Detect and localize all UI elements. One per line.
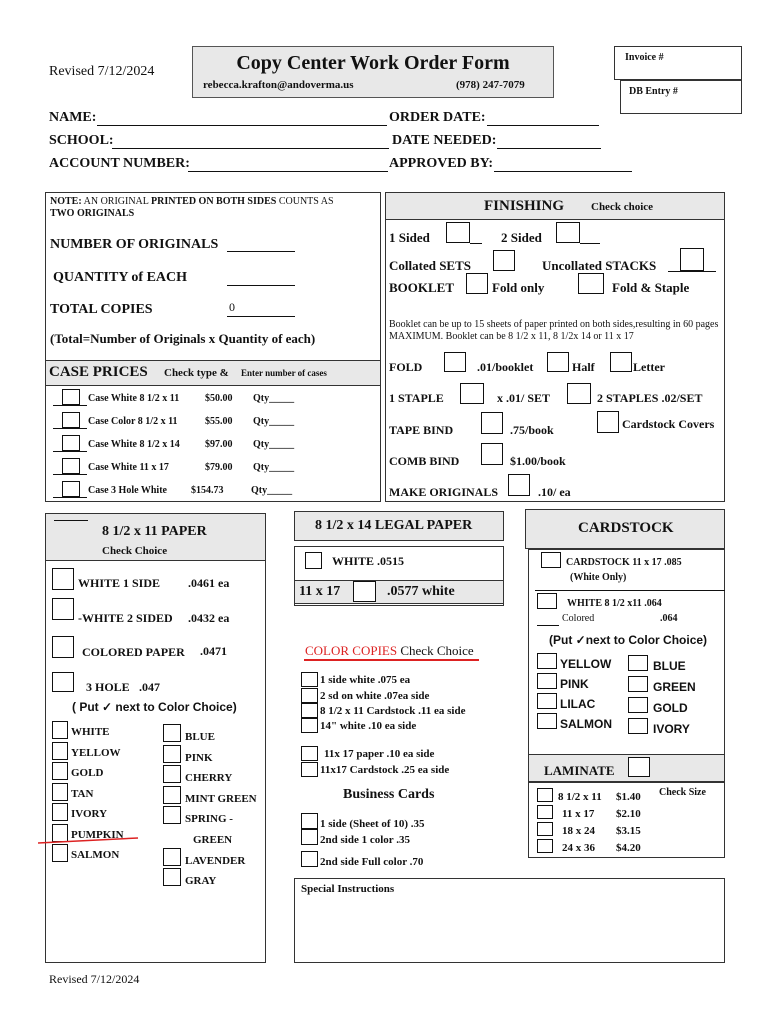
invoice-label: Invoice # (625, 52, 664, 63)
paper-color-checkbox[interactable] (163, 765, 181, 783)
case-prices-check: Check type & (164, 367, 229, 379)
account-input[interactable] (188, 171, 388, 172)
total-copies-value: 0 (229, 300, 235, 314)
comb-bind-checkbox[interactable] (481, 443, 503, 465)
uncollated-checkbox[interactable] (680, 248, 704, 271)
cardstock-color-label: GOLD (653, 701, 688, 715)
one-staple-label: 1 STAPLE (389, 391, 444, 405)
color-copies-heading: COLOR COPIES Check Choice (305, 643, 474, 658)
cardstock-divider (535, 590, 725, 591)
color-copy-label: 2 sd on white .07ea side (320, 690, 430, 702)
case-prices-header (45, 360, 381, 386)
two-staples-checkbox[interactable] (567, 383, 591, 404)
name-input[interactable] (97, 125, 387, 126)
paper-color-label: GREEN (193, 834, 233, 846)
cardstock-color-label: PINK (560, 677, 589, 691)
three-hole-checkbox[interactable] (52, 672, 74, 692)
case-name: Case White 8 1/2 x 14 (88, 439, 180, 450)
laminate-size-price: $2.10 (616, 808, 641, 820)
cardstock-color-label: GREEN (653, 680, 696, 694)
paper-color-checkbox[interactable] (163, 724, 181, 742)
case-underline (53, 474, 87, 475)
two-sided-line (580, 243, 600, 244)
paper-color-checkbox[interactable] (52, 783, 68, 801)
date-needed-input[interactable] (497, 148, 601, 149)
business-card-checkbox[interactable] (301, 829, 318, 845)
half-label: Half (572, 360, 595, 374)
white-one-side-price: .0461 ea (188, 576, 230, 590)
cardstock-colored-price: .064 (660, 613, 678, 624)
two-staples-label: 2 STAPLES .02/SET (597, 391, 703, 405)
cardstock-color-checkbox[interactable] (537, 653, 557, 669)
cardstock-color-label: IVORY (653, 722, 690, 736)
laminate-checkbox[interactable] (628, 757, 650, 777)
paper-header (45, 513, 266, 561)
case-checkbox[interactable] (62, 481, 80, 497)
fold-price: .01/booklet (477, 360, 534, 374)
paper-check: Check Choice (102, 545, 168, 557)
two-sided-checkbox[interactable] (556, 222, 580, 243)
one-staple-checkbox[interactable] (460, 383, 484, 404)
case-qty[interactable]: Qty_____ (253, 439, 295, 450)
cardstock-covers-label: Cardstock Covers (622, 417, 715, 431)
laminate-size-price: $4.20 (616, 842, 641, 854)
case-checkbox[interactable] (62, 458, 80, 474)
laminate-header (528, 754, 725, 782)
booklet-label: BOOKLET (389, 280, 455, 295)
cardstock-color-checkbox[interactable] (628, 718, 648, 734)
finishing-check: Check choice (591, 201, 654, 213)
case-price: $79.00 (205, 462, 233, 473)
cardstock-color-checkbox[interactable] (628, 676, 648, 692)
case-qty[interactable]: Qty_____ (253, 462, 295, 473)
paper-color-checkbox[interactable] (163, 745, 181, 763)
paper-color-label: YELLOW (71, 746, 121, 759)
paper-color-label: PUMPKIN (71, 828, 124, 841)
laminate-size-label: 11 x 17 (562, 808, 595, 820)
cardstock-colored-label: Colored (562, 613, 595, 624)
note-line1: NOTE: AN ORIGINAL PRINTED ON BOTH SIDES COUNTS AS (50, 196, 334, 207)
cardstock-color-checkbox[interactable] (628, 655, 648, 671)
uncollated-line (668, 271, 716, 272)
cardstock-covers-checkbox[interactable] (597, 411, 619, 433)
cardstock-color-label: BLUE (653, 659, 686, 673)
paper-color-checkbox[interactable] (52, 762, 68, 780)
fold-only-label: Fold only (492, 280, 545, 295)
finishing-title: FINISHING (484, 198, 565, 214)
paper-color-label: PINK (185, 751, 213, 764)
paper-color-label: GOLD (71, 767, 104, 779)
paper-color-label: TAN (71, 787, 94, 800)
paper-color-checkbox[interactable] (163, 848, 181, 866)
paper-color-label: BLUE (185, 731, 215, 743)
case-price: $97.00 (205, 439, 233, 450)
cardstock-header (525, 509, 725, 549)
colored-paper-label: COLORED PAPER (82, 645, 185, 659)
cardstock-color-checkbox[interactable] (537, 713, 557, 729)
laminate-size-label: 24 x 36 (562, 842, 595, 854)
legal-white-checkbox[interactable] (305, 552, 322, 569)
cardstock-11x17-checkbox[interactable] (541, 552, 561, 568)
total-copies-label: TOTAL COPIES (50, 302, 153, 317)
title-box (192, 46, 554, 98)
case-qty[interactable]: Qty_____ (251, 485, 293, 496)
uncollated-label: Uncollated STACKS (542, 258, 657, 273)
color-copy-checkbox[interactable] (301, 703, 318, 718)
tape-bind-price: .75/book (510, 423, 554, 437)
special-instructions-label: Special Instructions (301, 883, 395, 895)
colored-paper-price: .0471 (200, 644, 227, 658)
laminate-size-label: 8 1/2 x 11 (558, 791, 602, 803)
color-copy-checkbox[interactable] (301, 672, 318, 687)
business-card-label: 1 side (Sheet of 10) .35 (320, 818, 425, 830)
letter-label: Letter (633, 360, 665, 374)
color-copy-label: 14" white .10 ea side (320, 720, 417, 732)
paper-color-checkbox[interactable] (52, 721, 68, 739)
laminate-size-price: $3.15 (616, 825, 641, 837)
color-copy-label: 1 side white .075 ea (320, 674, 411, 686)
case-checkbox[interactable] (62, 435, 80, 451)
account-label: ACCOUNT NUMBER: (49, 156, 190, 171)
paper-put-check: ( Put ✓ next to Color Choice) (72, 700, 237, 714)
laminate-size-price: $1.40 (616, 791, 641, 803)
color-copy-checkbox[interactable] (301, 718, 318, 733)
cardstock-color-checkbox[interactable] (628, 697, 648, 713)
case-price: $55.00 (205, 416, 233, 427)
one-sided-label: 1 Sided (389, 230, 430, 245)
cardstock-white-only: (White Only) (570, 572, 627, 583)
cardstock-color-label: SALMON (560, 717, 612, 731)
colored-paper-checkbox[interactable] (52, 636, 74, 658)
case-underline (53, 451, 87, 452)
ledger-row (294, 580, 504, 604)
cardstock-white-checkbox[interactable] (537, 593, 557, 609)
laminate-size-checkbox[interactable] (537, 822, 553, 836)
laminate-size-checkbox[interactable] (537, 788, 553, 802)
ledger-label: 11 x 17 (299, 584, 341, 599)
case-prices-title: CASE PRICES (49, 364, 148, 380)
two-sided-label: 2 Sided (501, 230, 542, 245)
white-two-sided-label: -WHITE 2 SIDED (78, 611, 173, 625)
note-line2: TWO ORIGINALS (50, 208, 135, 219)
ledger-checkbox[interactable] (353, 581, 376, 602)
color-copy-checkbox[interactable] (301, 746, 318, 761)
cardstock-title: CARDSTOCK (578, 520, 674, 536)
one-staple-price: x .01/ SET (497, 391, 551, 405)
business-card-checkbox[interactable] (301, 813, 318, 829)
one-sided-line (470, 243, 482, 244)
pumpkin-strikethrough (38, 834, 140, 848)
laminate-size-checkbox[interactable] (537, 839, 553, 853)
paper-color-label: WHITE (71, 726, 110, 738)
tape-bind-checkbox[interactable] (481, 412, 503, 434)
white-one-side-label: WHITE 1 SIDE (78, 576, 161, 590)
tape-bind-label: TAPE BIND (389, 423, 454, 437)
make-originals-price: .10/ ea (538, 485, 571, 499)
paper-color-label: SALMON (71, 849, 120, 861)
business-card-label: 2nd side Full color .70 (320, 856, 424, 868)
fold-label: FOLD (389, 360, 423, 374)
approved-input[interactable] (494, 171, 632, 172)
cardstock-color-label: LILAC (560, 697, 596, 711)
case-qty[interactable]: Qty_____ (253, 416, 295, 427)
white-two-sided-checkbox[interactable] (52, 598, 74, 620)
cardstock-put-check: (Put ✓next to Color Choice) (549, 633, 708, 647)
qty-each-input[interactable] (227, 285, 295, 286)
order-date-input[interactable] (487, 125, 599, 126)
color-copy-checkbox[interactable] (301, 688, 318, 703)
cardstock-colored-line (537, 625, 559, 626)
db-entry-field[interactable] (620, 80, 742, 114)
paper-color-label: LAVENDER (185, 854, 246, 867)
comb-bind-price: $1.00/book (510, 454, 566, 468)
paper-color-label: GRAY (185, 875, 217, 887)
laminate-size-label: 18 x 24 (562, 825, 595, 837)
total-copies-input[interactable] (227, 316, 295, 317)
paper-color-checkbox[interactable] (163, 868, 181, 886)
paper-color-checkbox[interactable] (52, 803, 68, 821)
db-entry-label: DB Entry # (629, 86, 678, 97)
school-label: SCHOOL: (49, 133, 114, 148)
paper-color-checkbox[interactable] (163, 786, 181, 804)
color-copy-checkbox[interactable] (301, 762, 318, 777)
color-copy-label: 11x17 Cardstock .25 ea side (320, 764, 450, 776)
case-underline (53, 405, 87, 406)
case-checkbox[interactable] (62, 412, 80, 428)
paper-title: 8 1/2 x 11 PAPER (102, 524, 207, 539)
case-name: Case White 11 x 17 (88, 462, 169, 473)
collated-checkbox[interactable] (493, 250, 515, 271)
paper-color-checkbox[interactable] (52, 742, 68, 760)
make-originals-label: MAKE ORIGINALS (389, 485, 499, 499)
case-name: Case 3 Hole White (88, 485, 167, 496)
name-label: NAME: (49, 110, 97, 125)
white-one-side-checkbox[interactable] (52, 568, 74, 590)
one-sided-checkbox[interactable] (446, 222, 470, 243)
fold-staple-checkbox[interactable] (578, 273, 604, 294)
num-originals-label: NUMBER OF ORIGINALS (50, 237, 219, 252)
color-copy-label: 8 1/2 x 11 Cardstock .11 ea side (320, 705, 466, 717)
approved-label: APPROVED BY: (389, 156, 494, 171)
qty-each-label: QUANTITY of EACH (53, 270, 188, 285)
cardstock-color-checkbox[interactable] (537, 693, 557, 709)
contact-email: rebecca.krafton@andoverma.us (203, 79, 354, 91)
form-title: Copy Center Work Order Form (236, 52, 510, 74)
total-formula: (Total=Number of Originals x Quantity of each) (50, 331, 316, 346)
order-date-label: ORDER DATE: (389, 110, 486, 125)
three-hole-price: .047 (139, 680, 160, 694)
three-hole-label: 3 HOLE (86, 680, 130, 694)
cardstock-color-checkbox[interactable] (537, 673, 557, 689)
special-instructions-field[interactable] (294, 878, 725, 963)
fold-staple-label: Fold & Staple (612, 280, 690, 295)
business-card-checkbox[interactable] (301, 851, 318, 867)
fold-checkbox[interactable] (444, 352, 466, 372)
case-price: $154.73 (191, 485, 224, 496)
business-card-label: 2nd side 1 color .35 (320, 834, 410, 846)
paper-color-checkbox[interactable] (163, 806, 181, 824)
case-price: $50.00 (205, 393, 233, 404)
cardstock-section (528, 549, 725, 759)
legal-title: 8 1/2 x 14 LEGAL PAPER (315, 518, 473, 533)
case-underline (53, 497, 87, 498)
booklet-note: Booklet can be up to 15 sheets of paper printed on both sides,resulting in 60 pages MAXIMUM. Booklet can be 8 1/2 x 11, 8 1/2x 14 or 11 x 17 (389, 319, 719, 342)
case-name: Case Color 8 1/2 x 11 (88, 416, 178, 427)
half-checkbox[interactable] (547, 352, 569, 372)
paper-header-line (54, 520, 88, 521)
letter-checkbox[interactable] (610, 352, 632, 372)
paper-color-label: SPRING - (185, 813, 233, 825)
white-two-sided-price: .0432 ea (188, 611, 230, 625)
footer-revised: Revised 7/12/2024 (49, 972, 140, 986)
case-name: Case White 8 1/2 x 11 (88, 393, 180, 404)
make-originals-checkbox[interactable] (508, 474, 530, 496)
date-needed-label: DATE NEEDED: (392, 133, 497, 148)
collated-label: Collated SETS (389, 258, 471, 273)
paper-color-label: MINT GREEN (185, 792, 257, 805)
color-copies-underline (304, 659, 479, 661)
case-prices-enter: Enter number of cases (241, 368, 327, 378)
school-input[interactable] (112, 148, 389, 149)
ledger-price: .0577 white (387, 584, 455, 599)
comb-bind-label: COMB BIND (389, 454, 460, 468)
laminate-title: LAMINATE (544, 763, 615, 778)
cardstock-color-label: YELLOW (560, 657, 612, 671)
fold-only-checkbox[interactable] (466, 273, 488, 294)
laminate-check-size: Check Size (659, 787, 706, 798)
legal-header (294, 511, 504, 541)
contact-phone: (978) 247-7079 (456, 79, 525, 91)
cardstock-white-label: WHITE 8 1/2 x11 .064 (567, 598, 662, 609)
num-originals-input[interactable] (227, 251, 295, 252)
case-qty[interactable]: Qty_____ (253, 393, 295, 404)
finishing-header (385, 192, 725, 220)
color-copy-label: 11x 17 paper .10 ea side (324, 748, 435, 760)
laminate-size-checkbox[interactable] (537, 805, 553, 819)
revised-date: Revised 7/12/2024 (49, 64, 155, 79)
paper-color-label: IVORY (71, 808, 108, 820)
case-checkbox[interactable] (62, 389, 80, 405)
invoice-field[interactable] (614, 46, 742, 80)
business-cards-title: Business Cards (343, 787, 435, 802)
legal-white-label: WHITE .0515 (332, 554, 405, 568)
cardstock-11x17-label: CARDSTOCK 11 x 17 .085 (566, 557, 682, 568)
case-underline (53, 428, 87, 429)
paper-color-label: CHERRY (185, 772, 233, 784)
